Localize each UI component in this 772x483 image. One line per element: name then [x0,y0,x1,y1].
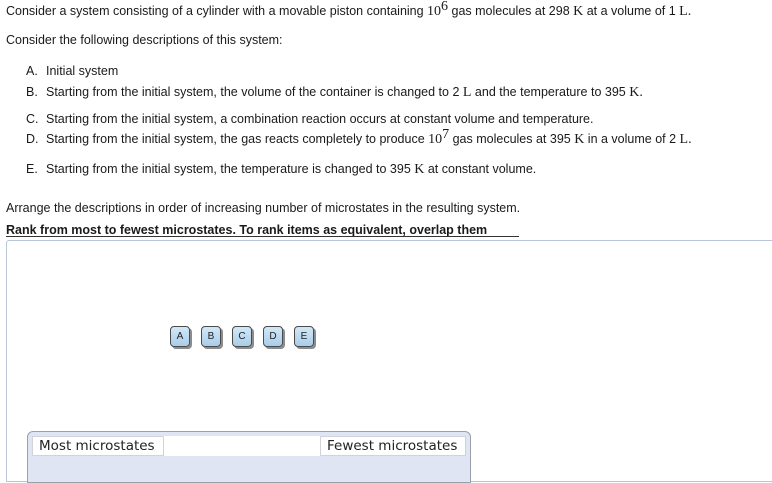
tile-c[interactable]: C [232,326,252,347]
draggable-tiles [170,326,314,347]
most-microstates-label: Most microstates [32,436,164,456]
arrange-instruction: Arrange the descriptions in order of increasing number of microstates in the resulting system. [6,201,521,215]
fewest-microstates-label: Fewest microstates [320,436,466,456]
option-letter: E. [26,162,38,176]
descriptions-instruction: Consider the following descriptions of this system: [6,33,283,47]
option-letter: A. [26,64,38,78]
option-letter: C. [26,112,39,126]
rank-instruction-underline [6,236,519,237]
option-text: Starting from the initial system, a combination reaction occurs at constant volume and temperature. [46,112,594,126]
option-letter: B. [26,85,38,99]
option-text: Initial system [46,64,119,78]
question-intro: Consider a system consisting of a cylinder with a movable piston containing $10^6$ gas molecules at 298 K at a volume of 1 L. [6,0,692,19]
option-b: B. Starting from the initial system, the volume of the container is changed to 2 L and the temperature to 395 K. [26,85,643,100]
option-c [26,112,594,126]
rank-bar[interactable] [27,431,471,483]
tile-e[interactable]: E [294,326,314,347]
option-d: D. Starting from the initial system, the gas reacts completely to produce $10^7$ gas molecules at 395 K in a volume of 2 L. [26,127,692,147]
tile-a[interactable]: A [170,326,190,347]
rank-instruction: Rank from most to fewest microstates. To rank items as equivalent, overlap them [6,223,488,237]
option-e: E. Starting from the initial system, the temperature is changed to 395 K at constant volume. [26,162,537,177]
tile-d[interactable]: D [263,326,283,347]
option-letter: D. [26,132,39,146]
option-a [26,64,118,78]
tile-b[interactable]: B [201,326,221,347]
rank-slot-area[interactable] [164,436,320,456]
